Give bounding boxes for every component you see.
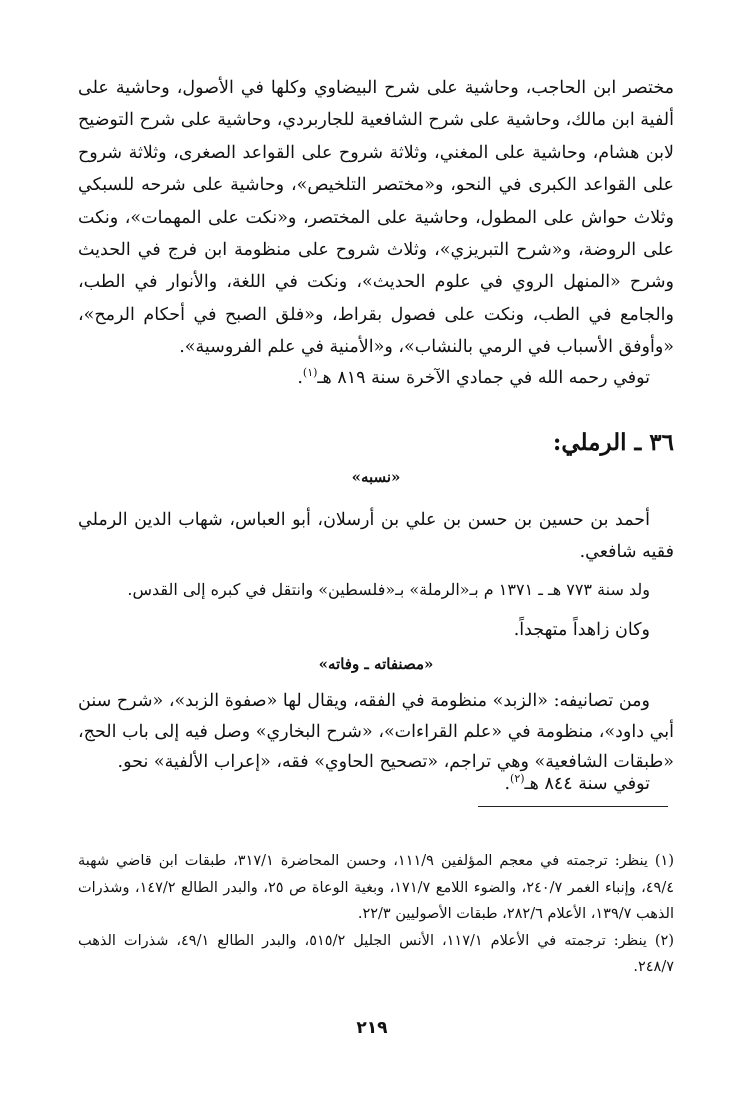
ascetic-line: وكان زاهداً متهجداً. (513, 620, 650, 640)
works-body (78, 686, 674, 778)
lineage-title: «نسبه» (351, 468, 401, 486)
footnote-1: (١) ينظر: ترجمته في معجم المؤلفين ١١١/٩، وحسن المحاضرة ٣١٧/١، طبقات ابن قاضي شهبة ٤٩/٤، وإنباء الغمر ٢٤٠/٧، والضوء اللامع ١٧١/٧، وبغية الوعاة ص ٢٥، والبدر الطالع ١٤٧/٢، وشذرات الذهب ١٣٩/٧، الأعلام ٢٨٢/٦، طبقات الأصوليين ٢٢/٣. (78, 853, 675, 922)
footnote-ref-2[interactable]: (٢) (510, 772, 525, 786)
ascetic-block (78, 616, 674, 644)
death-line-1 (78, 364, 674, 392)
intro-paragraph: مختصر ابن الحاجب، وحاشية على شرح البيضاوي وكلها في الأصول، وحاشية على ألفية ابن مالك، وحاشية على شرح الشافعية للجاربردي، وحاشية على شرح التوضيح لابن هشام، وحاشية على المغني، وثلاثة شروح على القواعد الصغرى، وثلاثة شروح على القواعد الكبرى في النحو، و«مختصر التلخيص»، وحاشية على شرحه للسبكي وثلاث حواش على المطول، وحاشية على المختصر، و«نكت على المهمات»، ونكت على الروضة، و«شرح التبريزي»، وثلاث شروح على منظومة ابن فرج في الحديث وشرح «المنهل الروي في علوم الحديث»، ونكت في اللغة، والأنوار في الطب، والجامع في الطب، ونكت على فصول بقراط، و«فلق الصبح في أحكام الرمح»، «وأوفق الأسباب في الرمي بالنشاب»، و«الأمنية في علم الفروسية». (78, 78, 675, 358)
death-line-1-end: . (297, 368, 303, 388)
death-line-2-end: . (504, 774, 511, 794)
footnote-ref-1[interactable]: (١) (302, 366, 318, 380)
intro-block (78, 72, 674, 364)
death-line-2 (78, 770, 674, 798)
death-line-2-text: توفي سنة ٨٤٤ هـ (524, 774, 650, 794)
lineage-section (78, 466, 674, 488)
lineage-body (78, 504, 674, 569)
footnote-divider (478, 806, 668, 807)
entry-header (78, 428, 674, 458)
death-line-1-text: توفي رحمه الله في جمادي الآخرة سنة ٨١٩ هـ (317, 368, 650, 388)
death-note-1 (78, 364, 674, 392)
footnote-2: (٢) ينظر: ترجمته في الأعلام ١١٧/١، الأنس الجليل ٥١٥/٢، والبدر الطالع ٤٩/١، شذرات الذهب ٢٤٨/٧. (78, 932, 674, 975)
page-number: ٢١٩ (356, 1018, 388, 1038)
death-note-2 (78, 770, 674, 798)
works-section (78, 653, 674, 675)
birth-line: ولد سنة ٧٧٣ هـ ـ ١٣٧١ م بـ«الرملة» بـ«فلسطين» وانتقل في كبره إلى القدس. (127, 580, 650, 599)
works-paragraph: ومن تصانيفه: «الزبد» منظومة في الفقه، ويقال لها «صفوة الزبد»، «شرح سنن أبي داود»، منظومة في «علم القراءات»، «شرح البخاري» وصل فيه إلى باب الحج، «طبقات الشافعية» وهي تراجم، «تصحيح الحاوي» فقه، «إعراب الألفية» نحو. (78, 691, 674, 772)
lineage-paragraph: أحمد بن حسين بن حسن بن علي بن أرسلان، أبو العباس، شهاب الدين الرملي فقيه شافعي. (78, 510, 674, 563)
birth-block (78, 576, 674, 604)
entry-heading: ٣٦ ـ الرملي: (552, 429, 674, 456)
footnotes-block (78, 848, 674, 981)
works-title: «مصنفاته ـ وفاته» (318, 655, 434, 673)
